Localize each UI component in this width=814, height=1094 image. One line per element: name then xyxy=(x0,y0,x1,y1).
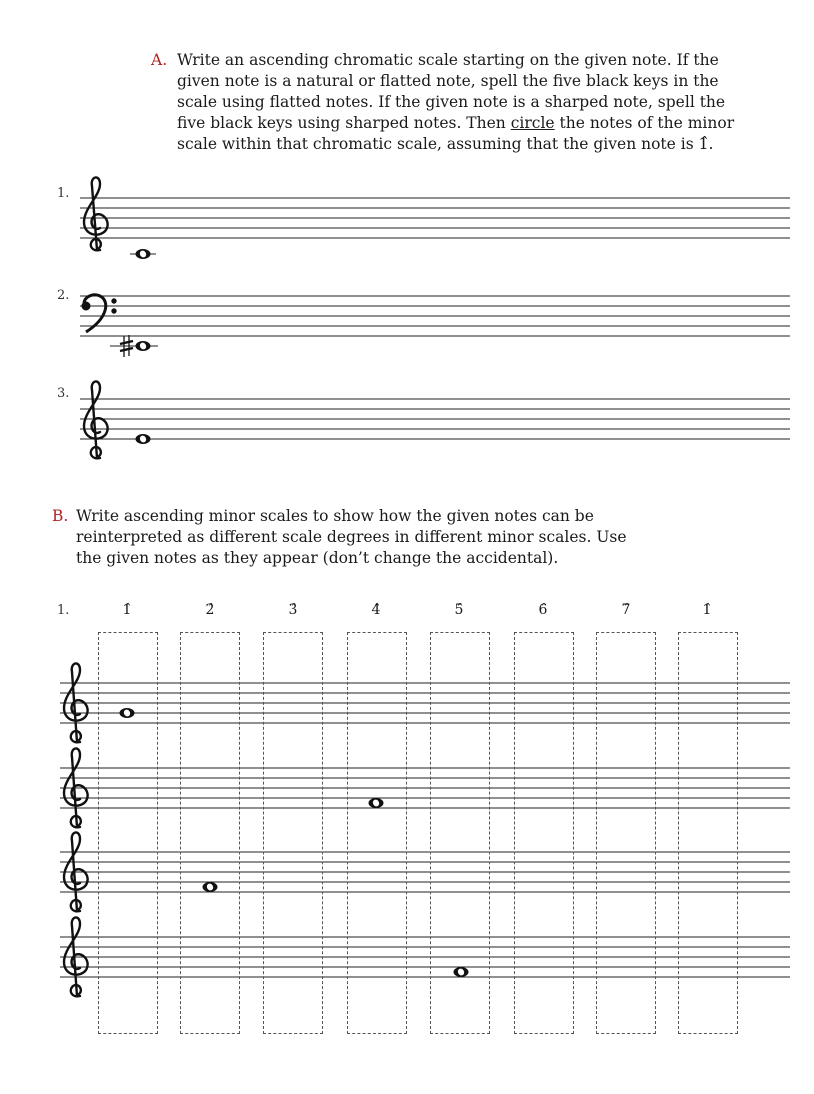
answer-column-4[interactable] xyxy=(347,632,407,1034)
treble-clef-icon xyxy=(84,177,108,250)
staff-a1-lines xyxy=(80,198,790,238)
section-b-line-2: reinterpreted as different scale degrees in different minor scales. Use xyxy=(76,528,627,546)
treble-clef-icon xyxy=(84,381,108,458)
section-a-line-5: scale within that chromatic scale, assuming that the given note is 1̂. xyxy=(177,135,714,153)
section-b-line-3: the given notes as they appear (don’t change the accidental). xyxy=(76,549,559,567)
answer-column-5[interactable] xyxy=(430,632,490,1034)
section-a-line-1: Write an ascending chromatic scale starting on the given note. If the xyxy=(177,51,719,69)
exercise-a1-number: 1. xyxy=(57,186,70,201)
degree-label-5: 5̂ xyxy=(454,602,464,618)
whole-note-a3 xyxy=(136,434,151,444)
section-b-line-1: Write ascending minor scales to show how the given notes can be xyxy=(76,507,594,525)
whole-note-a1 xyxy=(130,249,156,259)
section-a-line-2: given note is a natural or flatted note, spell the five black keys in the xyxy=(177,72,719,90)
circle-word: circle xyxy=(510,114,555,132)
exercise-a3-number: 3. xyxy=(57,386,70,401)
degree-label-7: 7̂ xyxy=(621,602,631,618)
degree-label-4: 4̂ xyxy=(371,602,381,618)
answer-column-8[interactable] xyxy=(678,632,738,1034)
degree-label-2: 2̂ xyxy=(205,602,215,618)
staff-a2-lines xyxy=(80,296,790,336)
degree-label-8: 1̂ xyxy=(702,602,712,618)
answer-column-1[interactable] xyxy=(98,632,158,1034)
section-a-line-3: scale using flatted notes. If the given note is a sharped note, spell the xyxy=(177,93,726,111)
whole-note-a2 xyxy=(110,335,158,357)
section-b-label: B. xyxy=(52,507,69,525)
degree-label-1: 1̂ xyxy=(122,602,132,618)
exercise-b1-number: 1. xyxy=(57,603,70,618)
section-b-instructions xyxy=(52,506,627,569)
section-a-label: A. xyxy=(151,51,168,69)
answer-column-6[interactable] xyxy=(514,632,574,1034)
degree-label-6: 6̂ xyxy=(538,602,548,618)
exercise-a2-number: 2. xyxy=(57,288,70,303)
degree-label-3: 3̂ xyxy=(288,602,298,618)
staff-a3-lines xyxy=(80,399,790,439)
answer-column-2[interactable] xyxy=(180,632,240,1034)
answer-column-7[interactable] xyxy=(596,632,656,1034)
section-a-line-4: five black keys using sharped notes. Then circle the notes of the minor xyxy=(177,114,735,132)
answer-column-3[interactable] xyxy=(263,632,323,1034)
